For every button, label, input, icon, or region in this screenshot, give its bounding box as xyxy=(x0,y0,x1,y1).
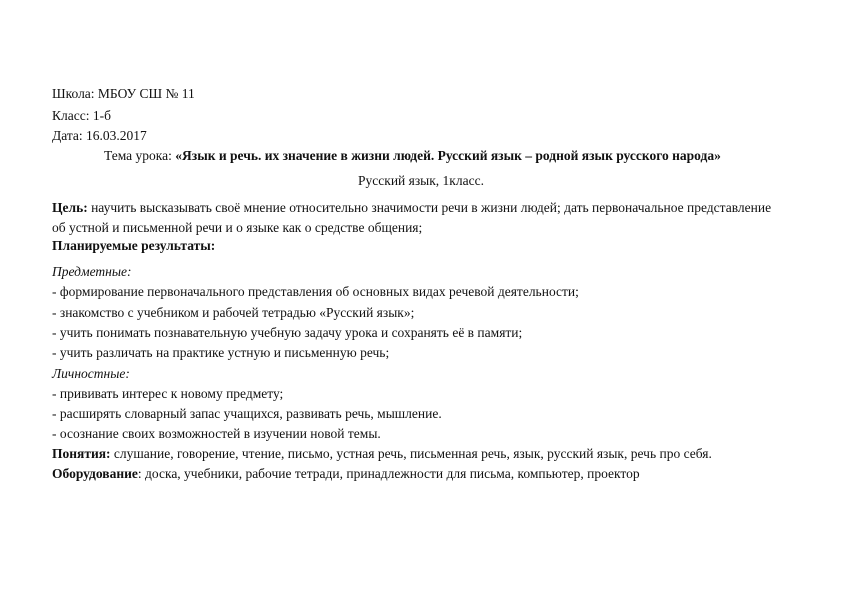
planned-heading xyxy=(52,238,215,254)
goal-line-2: об устной и письменной речи и о языке как о средстве общения; xyxy=(52,220,423,235)
goal-line-1 xyxy=(52,200,771,216)
planned-heading-text: Планируемые результаты: xyxy=(52,238,216,253)
list-item: - учить различать на практике устную и письменную речь; xyxy=(52,345,390,360)
concepts-text: слушание, говорение, чтение, письмо, устная речь, письменная речь, язык, русский язык, речь про себя. xyxy=(110,446,712,461)
list-item: - прививать интерес к новому предмету; xyxy=(52,386,284,401)
personal-results-label-text: Личностные: xyxy=(52,366,130,381)
equipment-text: : доска, учебники, рабочие тетради, принадлежности для письма, компьютер, проектор xyxy=(137,466,640,481)
school-line: Школа: МБОУ СШ № 11 xyxy=(52,86,195,101)
personal-results-label xyxy=(52,366,130,382)
list-item: - учить понимать познавательную учебную задачу урока и сохранять её в памяти; xyxy=(52,325,523,340)
list-item: - знакомство с учебником и рабочей тетрадью «Русский язык»; xyxy=(52,305,415,320)
list-item: - расширять словарный запас учащихся, развивать речь, мышление. xyxy=(52,406,442,421)
equipment-line xyxy=(52,466,640,482)
list-item: - осознание своих возможностей в изучении новой темы. xyxy=(52,426,381,441)
concepts-line xyxy=(52,446,712,462)
subject-line: Русский язык, 1класс. xyxy=(358,173,484,188)
subject-results-label-text: Предметные: xyxy=(52,264,132,279)
subject-results-label xyxy=(52,264,132,280)
class-line: Класс: 1-б xyxy=(52,108,111,123)
concepts-label: Понятия: xyxy=(52,446,111,461)
date-line: Дата: 16.03.2017 xyxy=(52,128,147,143)
goal-text: научить высказывать своё мнение относительно значимости речи в жизни людей; дать первоначальное представление xyxy=(87,200,772,215)
list-item: - формирование первоначального представления об основных видах речевой деятельности; xyxy=(52,284,579,299)
topic-title: «Язык и речь. их значение в жизни людей. Русский язык – родной язык русского народа» xyxy=(175,148,721,163)
topic-line xyxy=(104,148,721,164)
goal-label: Цель: xyxy=(52,200,88,215)
equipment-label: Оборудование xyxy=(52,466,138,481)
topic-label: Тема урока: xyxy=(104,148,176,163)
